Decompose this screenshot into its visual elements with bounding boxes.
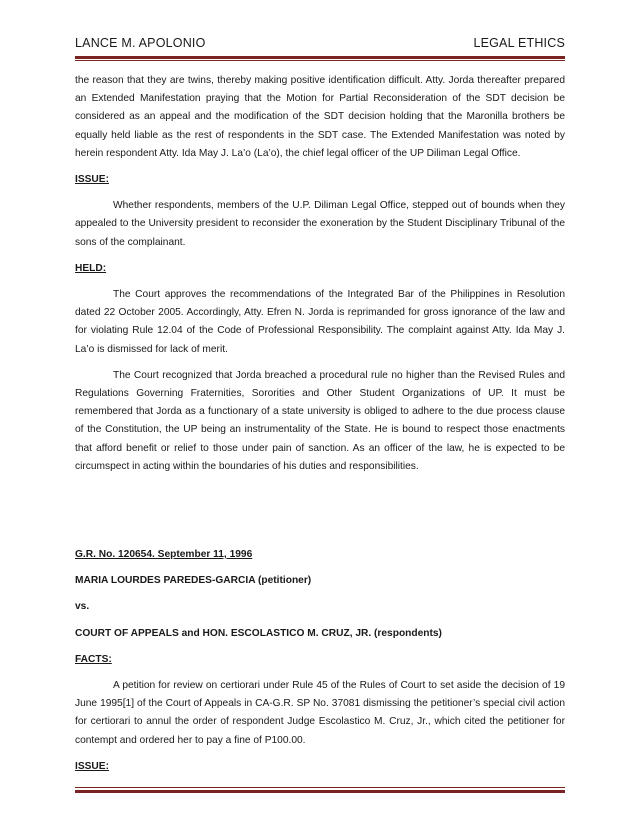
case2-facts-text: A petition for review on certiorari under Rule 45 of the Rules of Court to set aside the decision of 19 June 1995[1] of the Court of Appeals in CA-G.R. SP No. 37081 dismissing the petitioner’s special civil action for certiorari to annul the order of respondent Judge Escolastico M. Cruz, Jr., which cited the petitioner for contempt and ordered her to pay a fine of P100.00.: [75, 680, 565, 746]
footer-rule-thin: [75, 787, 565, 788]
page-header: [75, 36, 565, 56]
case2-issue-heading: ISSUE:: [75, 760, 109, 772]
case1-facts-continued: the reason that they are twins, thereby making positive identification difficult. Atty. Jorda thereafter prepared an Extended Manifestation praying that the Motion for Partial Reconsideration of the SDT decision be considered as an appeal and the modification of the SDT decision holding that the Maronilla brothers be equally held liable as the rest of respondents in the SDT case. The Extended Manifestation was noted by herein respondent Atty. Ida May J. La’o (La’o), the chief legal officer of the UP Diliman Legal Office.: [75, 75, 565, 159]
case1-held-heading: HELD:: [75, 262, 107, 274]
case1-issue-text: Whether respondents, members of the U.P. Diliman Legal Office, stepped out of bounds when they appealed to the University president to reconsider the exoneration by the Student Disciplinary Tribunal of the sons of the complainant.: [75, 200, 565, 248]
header-subject: LEGAL ETHICS: [473, 36, 565, 50]
header-rule-thick: [75, 56, 565, 59]
footer-rule-thick: [75, 790, 565, 793]
case1-held-paragraph-2: The Court recognized that Jorda breached a procedural rule no higher than the Revised Rules and Regulations Governing Fraternities, Sororities and Other Student Organizations of UP. It must be remembered that Jorda as a functionary of a state university is obliged to adhere to the due process clause of the Constitution, the UP being an instrumentality of the State. He is bound to respect those enactments that afford benefit or relief to those under pain of sanction. As an officer of the law, he is expected to be circumspect in acting within the boundaries of his duties and responsibilities.: [75, 369, 565, 472]
header-rule-thin: [75, 60, 565, 61]
case2-facts-heading: FACTS:: [75, 653, 112, 665]
case2-versus: vs.: [75, 601, 90, 613]
header-author: LANCE M. APOLONIO: [75, 36, 206, 50]
case1-held-paragraph-1: The Court approves the recommendations of the Integrated Bar of the Philippines in Resolution dated 22 October 2005. Accordingly, Atty. Efren N. Jorda is reprimanded for gross ignorance of the law and for violating Rule 12.04 of the Code of Professional Responsibility. The complaint against Atty. Ida May J. La’o is dismissed for lack of merit.: [75, 289, 565, 355]
case2-respondents: COURT OF APPEALS and HON. ESCOLASTICO M. CRUZ, JR. (respondents): [75, 627, 442, 639]
case2-gr-number: G.R. No. 120654. September 11, 1996: [75, 549, 253, 561]
page-content: [75, 72, 565, 776]
case1-issue-heading: ISSUE:: [75, 174, 109, 186]
case2-petitioner: MARIA LOURDES PAREDES-GARCIA (petitioner): [75, 575, 312, 587]
